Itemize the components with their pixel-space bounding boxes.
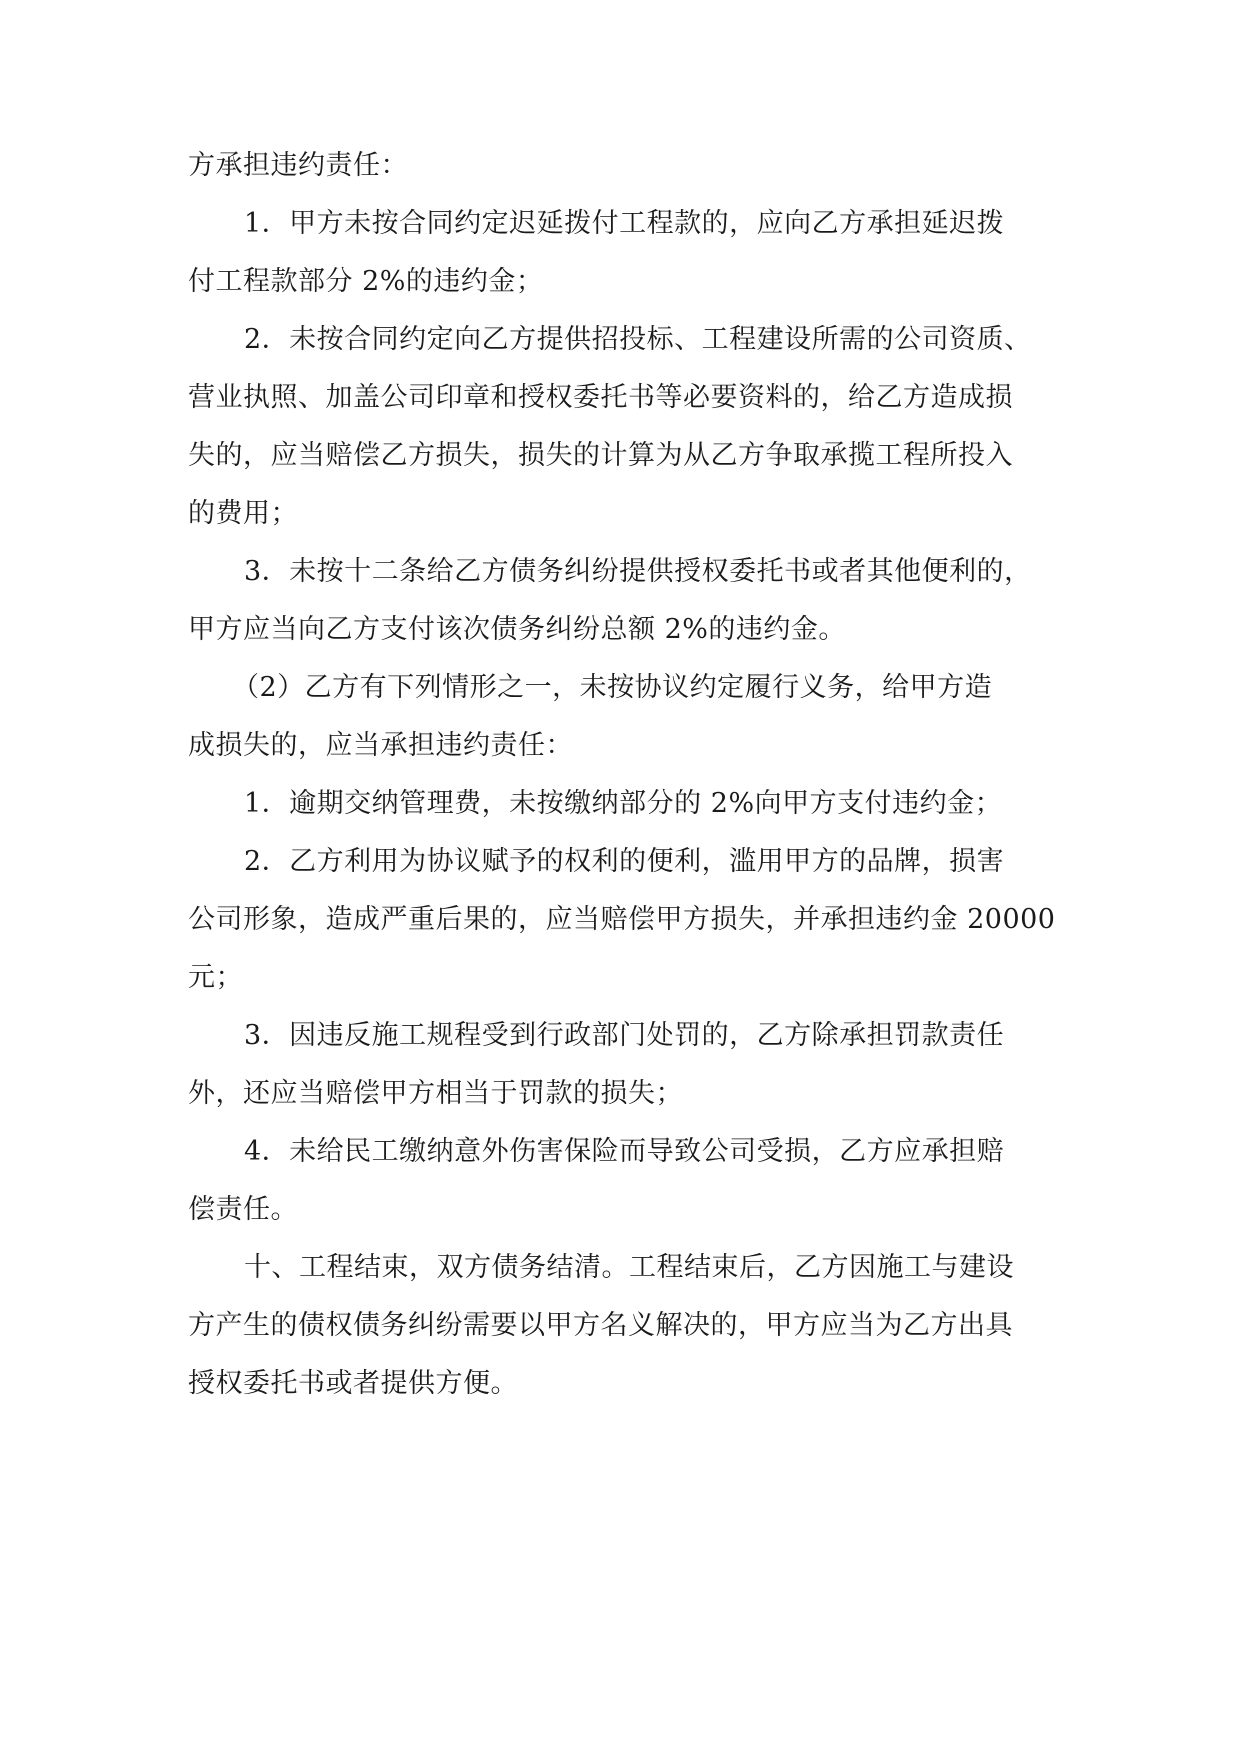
text-line: 十、工程结束，双方债务结清。工程结束后，乙方因施工与建设	[244, 1252, 1014, 1283]
text-line: 成损失的，应当承担违约责任：	[188, 730, 573, 761]
text-line: 2．乙方利用为协议赋予的权利的便利，滥用甲方的品牌，损害	[244, 846, 1005, 877]
text-line: 失的，应当赔偿乙方损失，损失的计算为从乙方争取承揽工程所投入	[188, 440, 1013, 471]
text-line: 方承担违约责任：	[188, 150, 408, 181]
text-line: （2）乙方有下列情形之一，未按协议约定履行义务，给甲方造	[232, 672, 993, 703]
text-line: 4．未给民工缴纳意外伤害保险而导致公司受损，乙方应承担赔	[244, 1136, 1005, 1167]
text-line: 2．未按合同约定向乙方提供招投标、工程建设所需的公司资质、	[244, 324, 1032, 355]
text-line: 3．未按十二条给乙方债务纠纷提供授权委托书或者其他便利的，	[244, 556, 1032, 587]
text-line: 偿责任。	[188, 1194, 298, 1225]
text-line: 3．因违反施工规程受到行政部门处罚的，乙方除承担罚款责任	[244, 1020, 1005, 1051]
text-line: 付工程款部分 2%的违约金；	[188, 266, 544, 297]
text-line: 方产生的债权债务纠纷需要以甲方名义解决的，甲方应当为乙方出具	[188, 1310, 1013, 1341]
text-line: 1．逾期交纳管理费，未按缴纳部分的 2%向甲方支付违约金；	[244, 788, 1003, 819]
text-line: 甲方应当向乙方支付该次债务纠纷总额 2%的违约金。	[188, 614, 846, 645]
text-line: 外，还应当赔偿甲方相当于罚款的损失；	[188, 1078, 683, 1109]
text-line: 公司形象，造成严重后果的，应当赔偿甲方损失，并承担违约金 20000	[188, 904, 1056, 935]
text-line: 元；	[188, 962, 243, 993]
text-line: 的费用；	[188, 498, 298, 529]
text-line: 1．甲方未按合同约定迟延拨付工程款的，应向乙方承担延迟拨	[244, 208, 1005, 239]
text-line: 营业执照、加盖公司印章和授权委托书等必要资料的，给乙方造成损	[188, 382, 1013, 413]
text-line: 授权委托书或者提供方便。	[188, 1368, 518, 1399]
